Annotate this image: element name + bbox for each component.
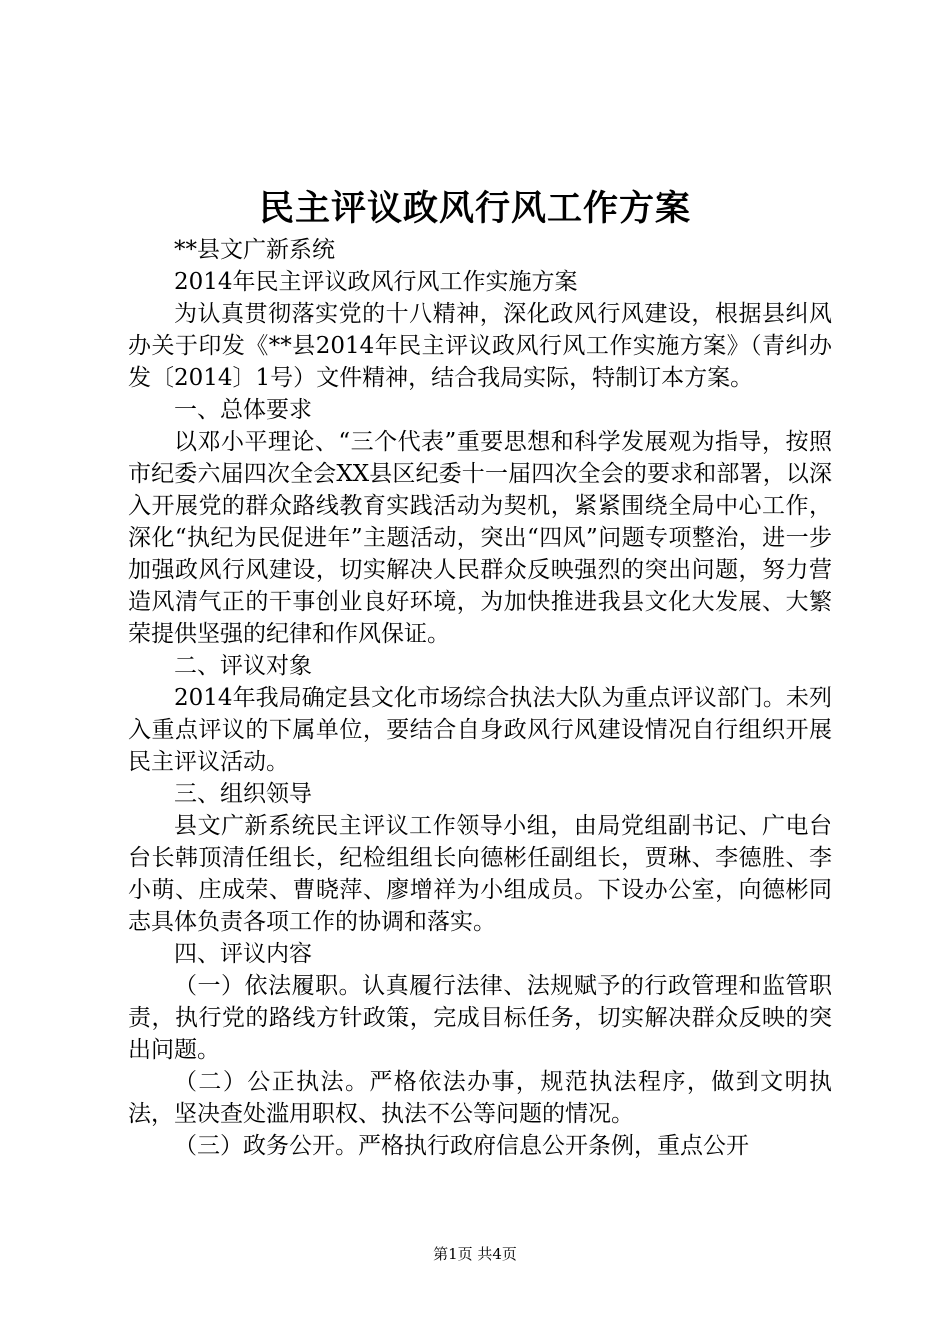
document-title: 民主评议政风行风工作方案	[258, 188, 691, 229]
section-heading-4: 四、评议内容	[174, 941, 312, 967]
paragraph-intro: 为认真贯彻落实党的十八精神，深化政风行风建设，根据县纠风办关于印发《**县2014年民主评议政风行风工作实施方案》（青纠办发〔2014〕1号）文件精神，结合我局实际，特制订本方案。	[128, 301, 832, 391]
section-heading-3: 三、组织领导	[174, 781, 312, 807]
paragraph-general-requirements: 以邓小平理论、“三个代表”重要思想和科学发展观为指导，按照市纪委六届四次全会XX县区纪委十一届四次全会的要求和部署，以深入开展党的群众路线教育实践活动为契机，紧紧围绕全局中心工作，深化“执纪为民促进年”主题活动，突出“四风”问题专项整治，进一步加强政风行风建设，切实解决人民群众反映强烈的突出问题，努力营造风清气正的干事创业良好环境，为加快推进我县文化大发展、大繁荣提供坚强的纪律和作风保证。	[128, 429, 832, 647]
paragraph-review-targets: 2014年我局确定县文化市场综合执法大队为重点评议部门。未列入重点评议的下属单位，要结合自身政风行风建设情况自行组织开展民主评议活动。	[128, 685, 832, 775]
paragraph-issuer: **县文广新系统	[174, 237, 335, 263]
paragraph-subtitle: 2014年民主评议政风行风工作实施方案	[174, 269, 578, 295]
paragraph-item-3: （三）政务公开。严格执行政府信息公开条例，重点公开	[174, 1133, 749, 1159]
paragraph-leadership: 县文广新系统民主评议工作领导小组，由局党组副书记、广电台台长韩顶清任组长，纪检组组长向德彬任副组长，贾琳、李德胜、李小萌、庄成荣、曹晓萍、廖增祥为小组成员。下设办公室，向德彬同志具体负责各项工作的协调和落实。	[128, 813, 832, 935]
page-footer: 第1页 共4页	[433, 1245, 517, 1263]
section-heading-1: 一、总体要求	[174, 397, 312, 423]
paragraph-item-1: （一）依法履职。认真履行法律、法规赋予的行政管理和监管职责，执行党的路线方针政策，完成目标任务，切实解决群众反映的突出问题。	[128, 973, 832, 1063]
paragraph-item-2: （二）公正执法。严格依法办事，规范执法程序，做到文明执法，坚决查处滥用职权、执法不公等问题的情况。	[128, 1069, 832, 1127]
section-heading-2: 二、评议对象	[174, 653, 312, 679]
document-body	[128, 234, 832, 1162]
